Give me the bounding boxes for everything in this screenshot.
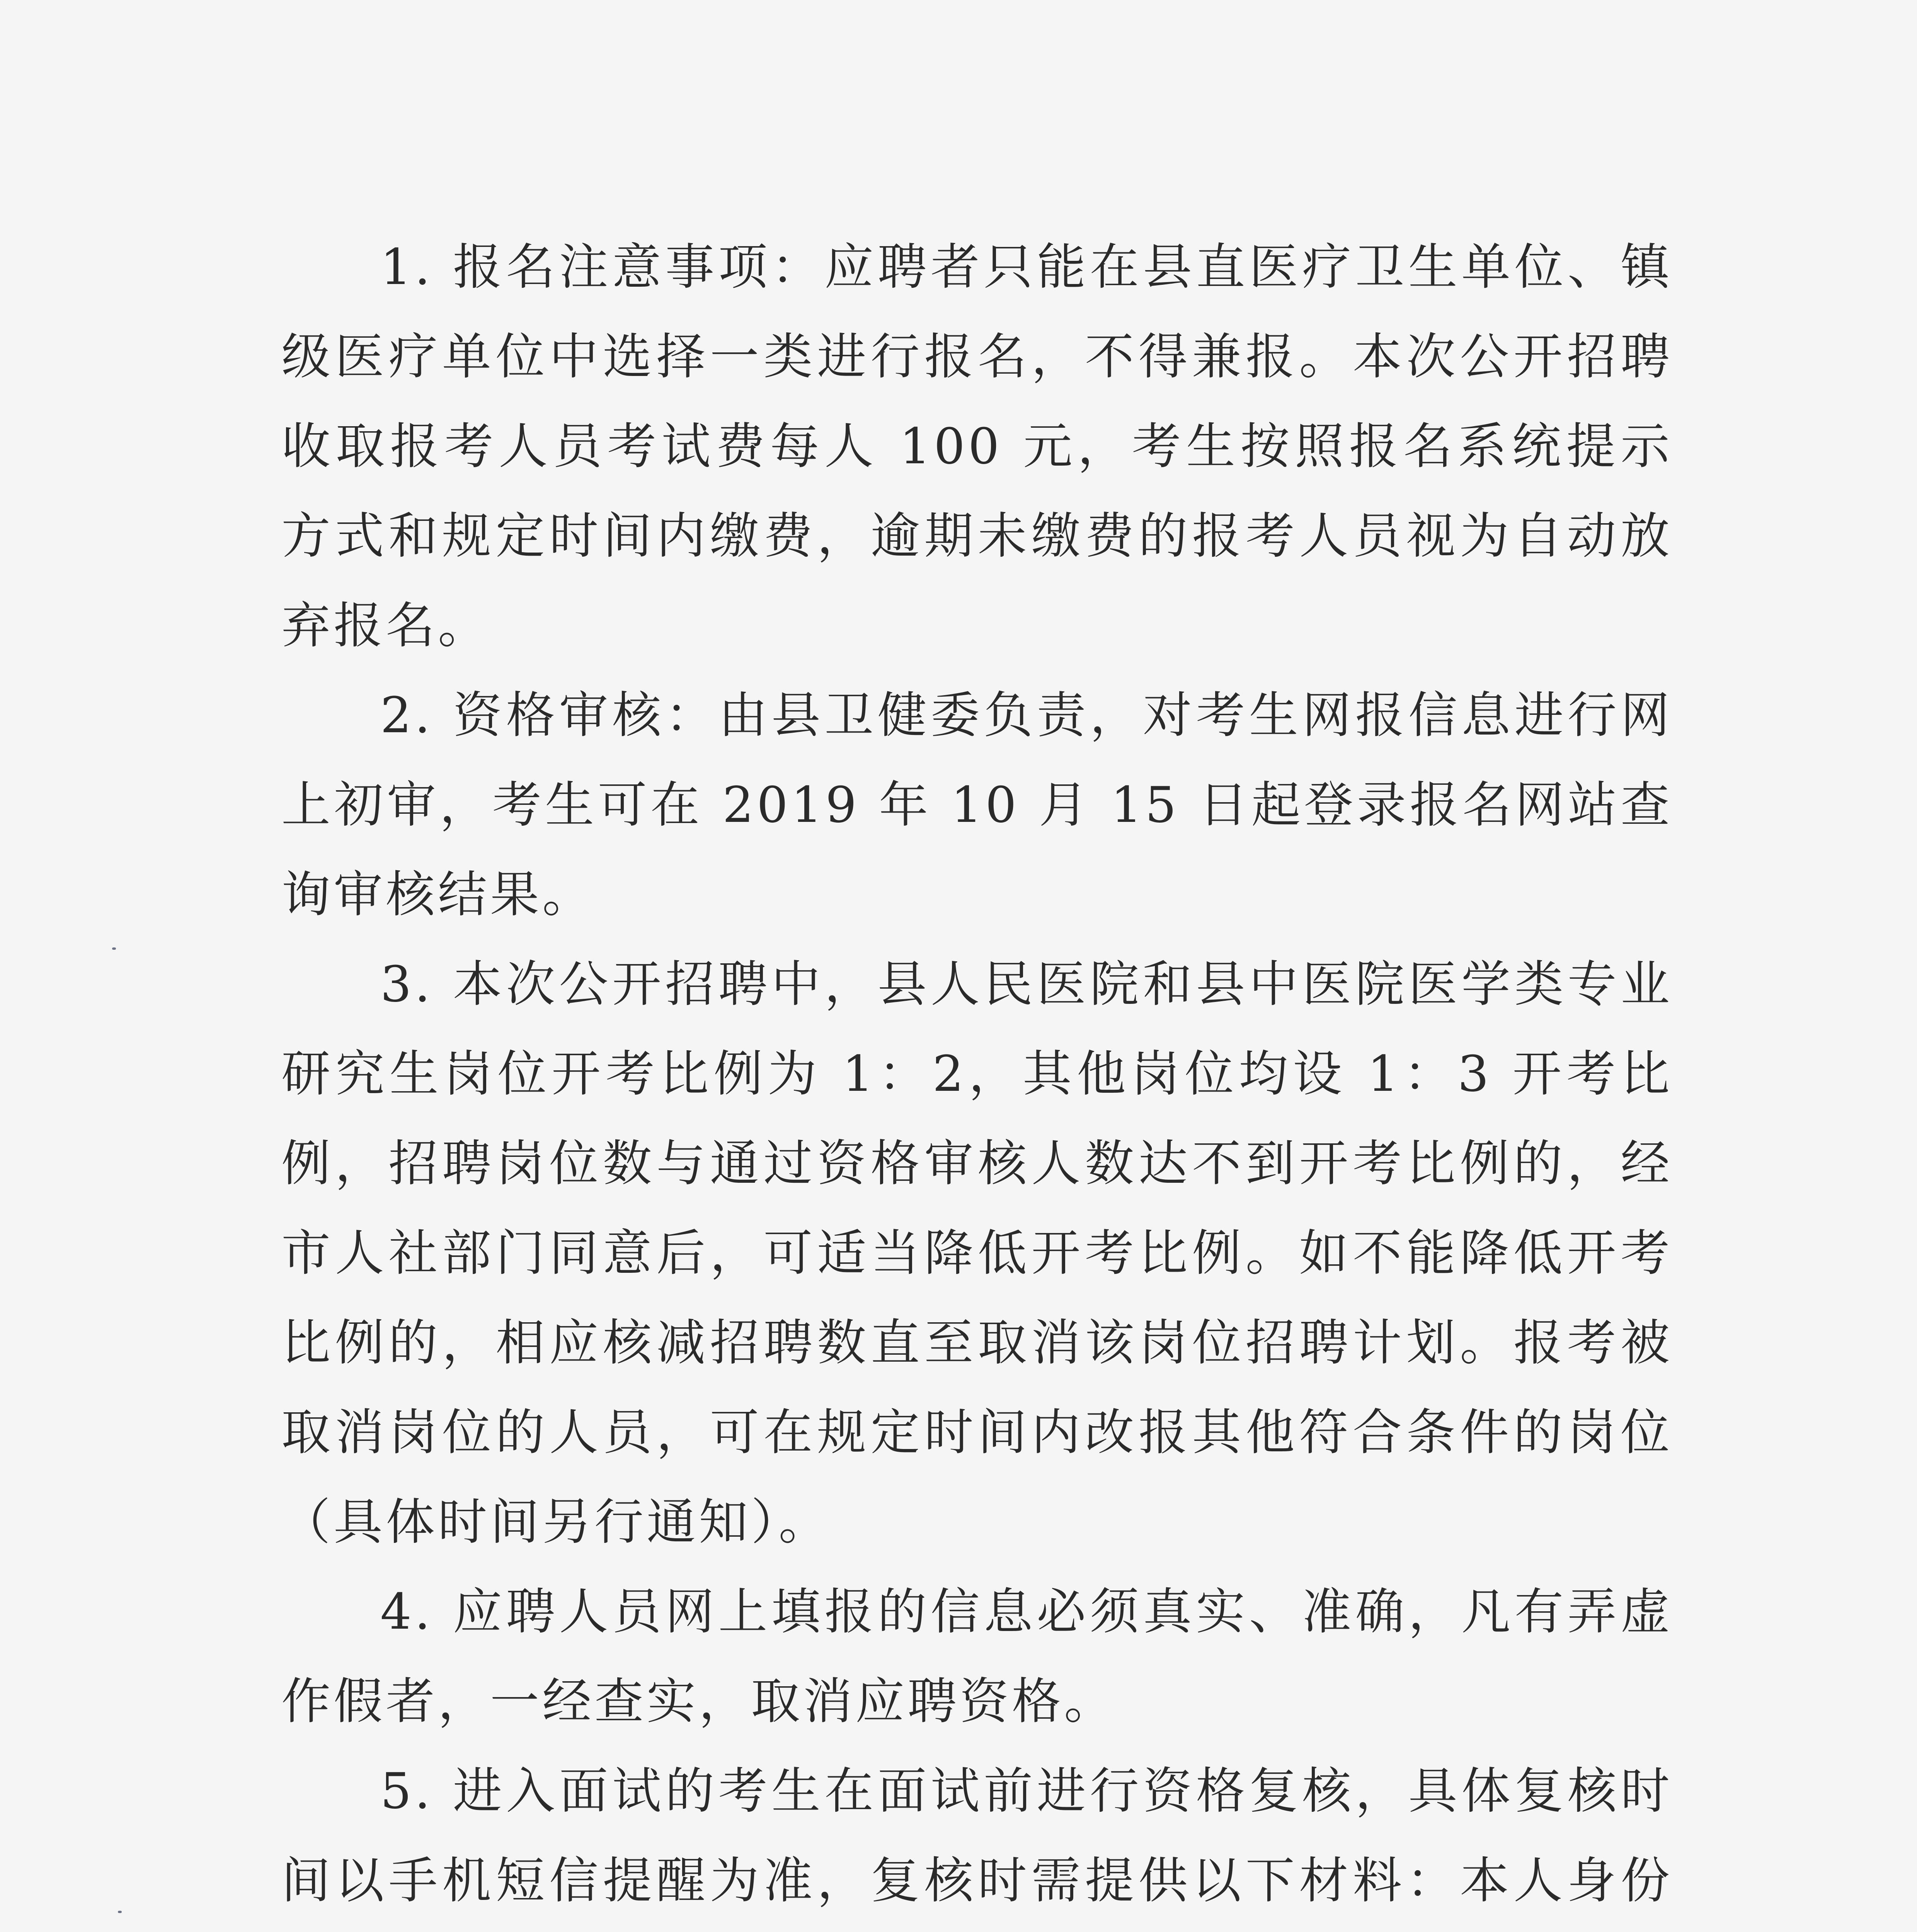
paragraph-qualification-review: 2. 资格审核：由县卫健委负责，对考生网报信息进行网上初审，考生可在 2019 年 10 月 15 日起登录报名网站查询审核结果。 — [281, 687, 1673, 923]
document-body — [281, 222, 1673, 1932]
paragraph-information-accuracy: 4. 应聘人员网上填报的信息必须真实、准确，凡有弄虚作假者，一经查实，取消应聘资格。 — [281, 1583, 1673, 1730]
scan-speck — [118, 1911, 122, 1913]
scan-speck — [112, 947, 116, 950]
paragraph-exam-ratio: 3. 本次公开招聘中，县人民医院和县中医院医学类专业研究生岗位开考比例为 1：2，其他岗位均设 1：3 开考比例，招聘岗位数与通过资格审核人数达不到开考比例的，经市人社部门同意后，可适当降低开考比例。如不能降低开考比例的，相应核减招聘数直至取消该岗位招聘计划。报考被取消岗位的人员，可在规定时间内改报其他符合条件的岗位（具体时间另行通知）。 — [281, 956, 1673, 1551]
paragraph-registration-notes: 1. 报名注意事项：应聘者只能在县直医疗卫生单位、镇级医疗单位中选择一类进行报名，不得兼报。本次公开招聘收取报考人员考试费每人 100 元，考生按照报名系统提示方式和规定时间内缴费，逾期未缴费的报考人员视为自动放弃报名。 — [281, 238, 1673, 654]
paragraph-requalification: 5. 进入面试的考生在面试前进行资格复核，具体复核时间以手机短信提醒为准，复核时需提供以下材料：本人身份 — [281, 1762, 1673, 1909]
